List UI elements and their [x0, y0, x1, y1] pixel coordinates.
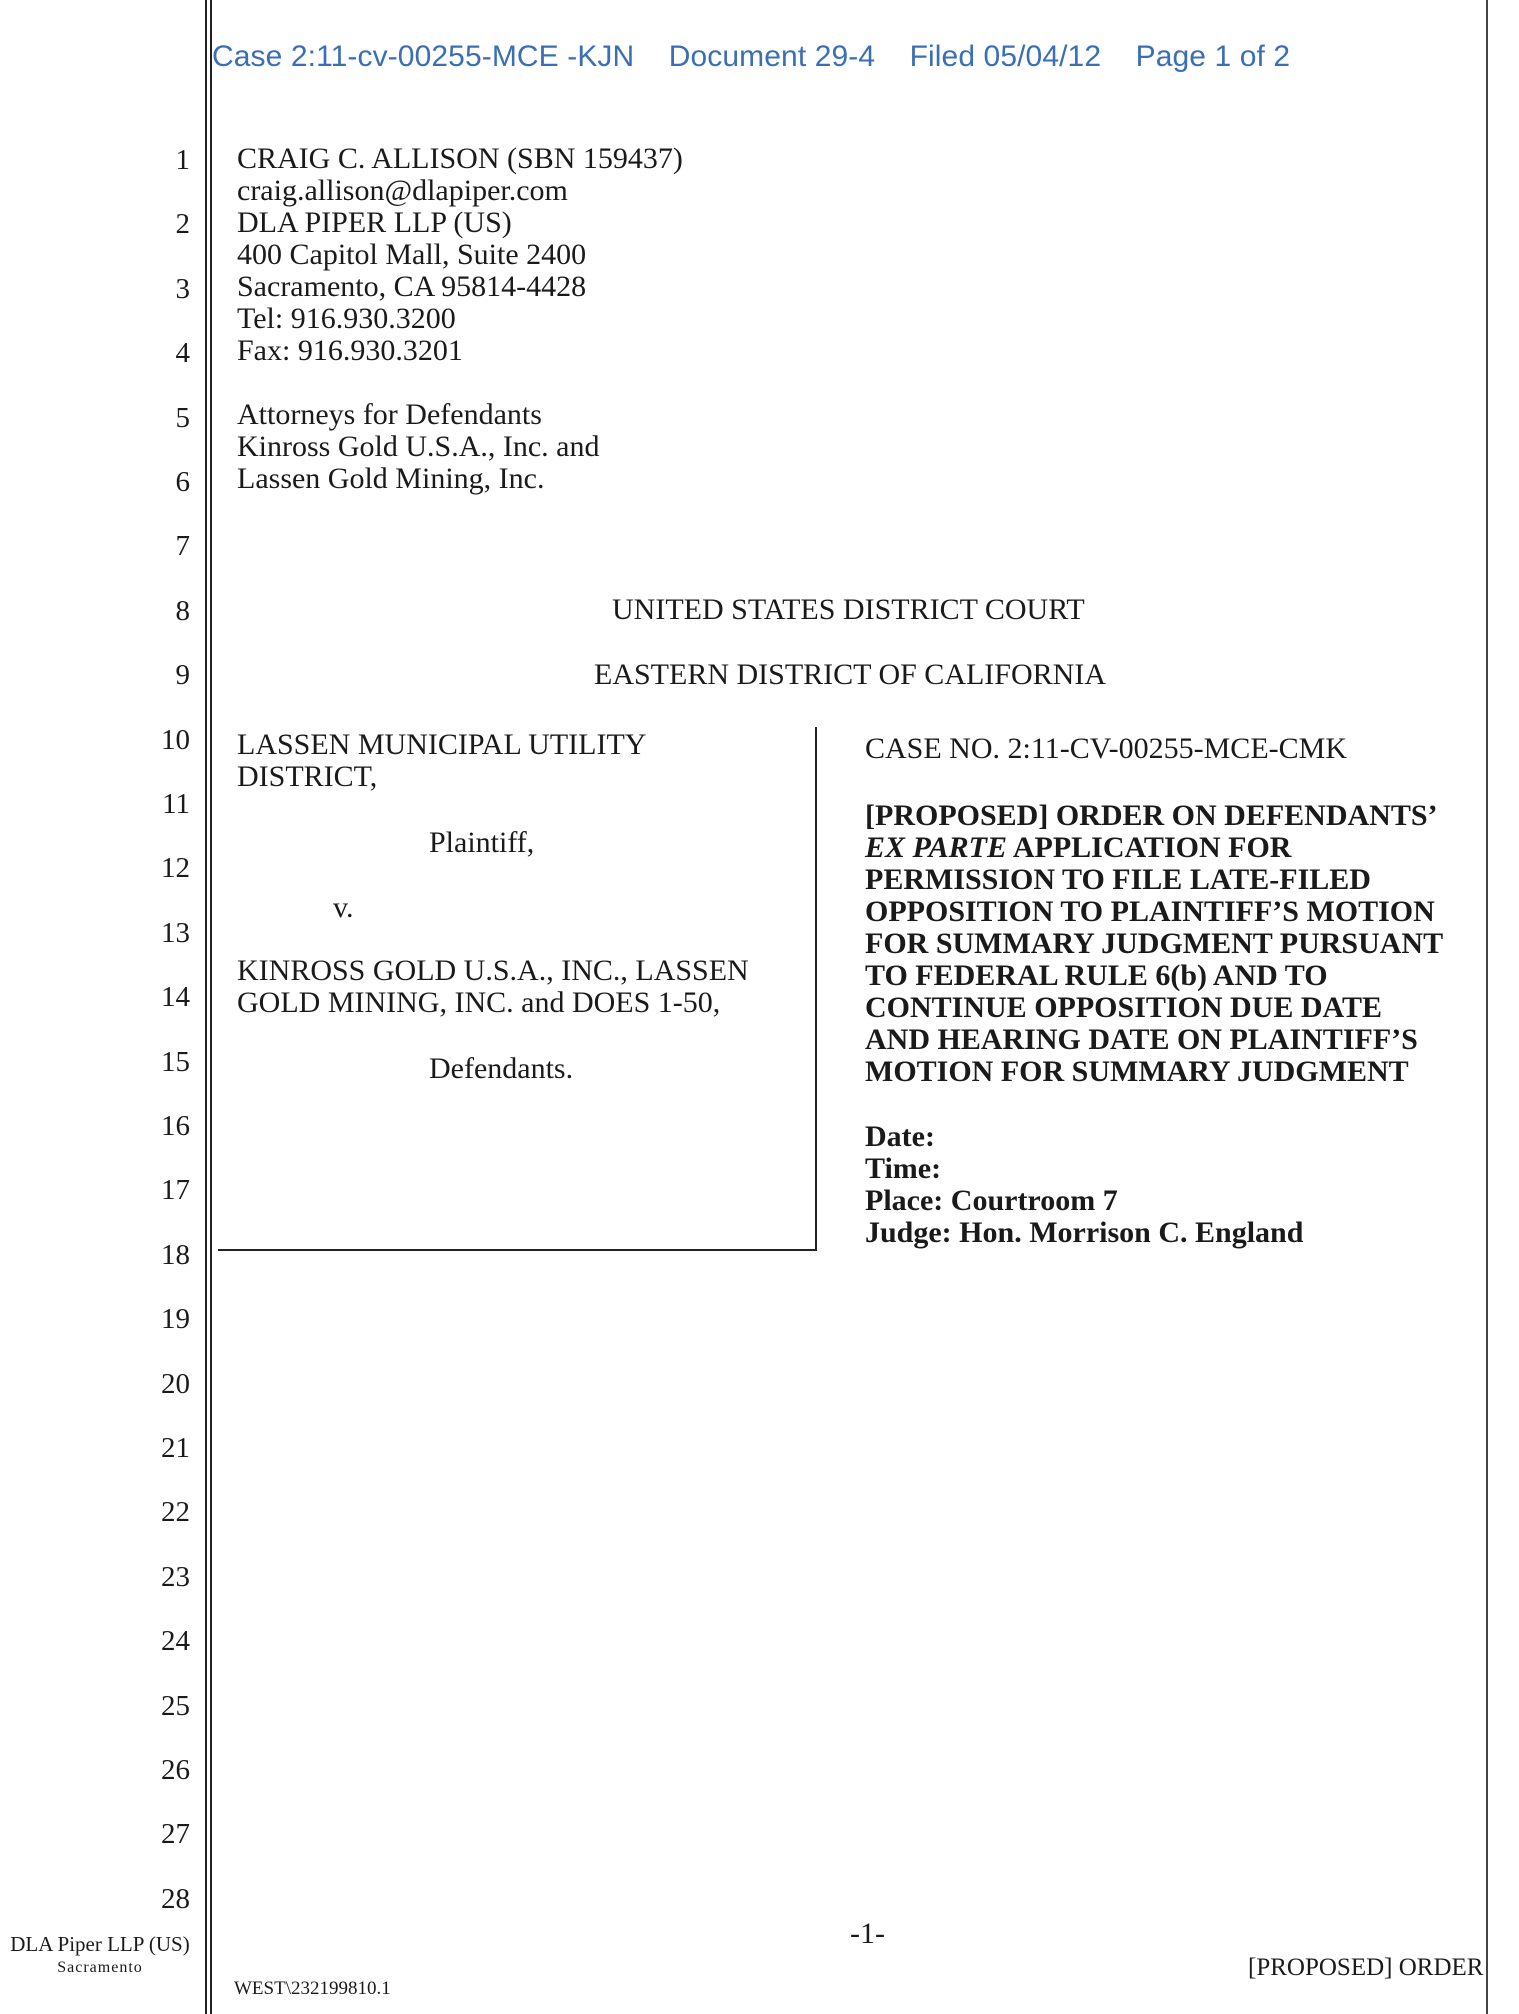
attorney-fax: Fax: 916.930.3201 — [237, 334, 463, 367]
left-margin-rule-outer — [205, 0, 207, 2014]
footer-firm-block — [0, 1932, 200, 1980]
line-number: 19 — [161, 1303, 190, 1336]
defendants-role: Defendants. — [429, 1052, 574, 1085]
header-filed-date: Filed 05/04/12 — [909, 40, 1102, 73]
title-ex-parte: EX PARTE — [865, 831, 1007, 864]
title-line-9: MOTION FOR SUMMARY JUDGMENT — [865, 1055, 1409, 1088]
attorney-name: CRAIG C. ALLISON (SBN 159437) — [237, 142, 683, 175]
line-number: 1 — [175, 144, 190, 176]
attorney-tel: Tel: 916.930.3200 — [237, 302, 456, 335]
document-id: WEST\232199810.1 — [234, 1978, 391, 1999]
line-number: 18 — [161, 1238, 190, 1271]
ecf-header-stamp — [212, 40, 1316, 74]
line-number: 8 — [175, 594, 190, 627]
left-margin-rule-inner — [210, 0, 212, 2014]
line-number: 11 — [162, 788, 190, 820]
footer-firm-name: DLA Piper LLP (US) — [10, 1932, 190, 1956]
line-number: 7 — [175, 530, 190, 563]
attorneys-for-line-3: Lassen Gold Mining, Inc. — [237, 462, 545, 495]
line-number: 12 — [161, 852, 190, 885]
right-margin-rule — [1486, 0, 1488, 2014]
versus: v. — [333, 891, 354, 924]
header-case-number: Case 2:11-cv-00255-MCE -KJN — [212, 40, 635, 73]
line-number: 23 — [161, 1560, 190, 1593]
line-number: 21 — [161, 1432, 190, 1464]
line-number: 17 — [161, 1174, 190, 1207]
line-number: 26 — [161, 1754, 190, 1786]
case-number: CASE NO. 2:11-CV-00255-MCE-CMK — [865, 732, 1347, 765]
title-line-3: PERMISSION TO FILE LATE-FILED — [865, 863, 1371, 896]
title-line-8: AND HEARING DATE ON PLAINTIFF’S — [865, 1023, 1418, 1056]
attorneys-for-line-2: Kinross Gold U.S.A., Inc. and — [237, 430, 600, 463]
line-number: 20 — [161, 1367, 190, 1400]
title-line-1: [PROPOSED] ORDER ON DEFENDANTS’ — [865, 799, 1438, 832]
header-page-count: Page 1 of 2 — [1135, 40, 1291, 73]
title-line-6: TO FEDERAL RULE 6(b) AND TO — [865, 959, 1328, 992]
footer-firm-city: Sacramento — [57, 1959, 143, 1976]
line-number: 27 — [161, 1818, 190, 1851]
line-number: 3 — [175, 272, 190, 305]
plaintiff-name-line-2: DISTRICT, — [237, 760, 378, 793]
title-line-4: OPPOSITION TO PLAINTIFF’S MOTION — [865, 895, 1435, 928]
title-line-7: CONTINUE OPPOSITION DUE DATE — [865, 991, 1383, 1024]
line-number: 6 — [175, 466, 190, 498]
hearing-time: Time: — [865, 1152, 942, 1185]
line-number: 28 — [161, 1882, 190, 1915]
attorney-address-2: Sacramento, CA 95814-4428 — [237, 270, 587, 303]
line-number: 13 — [161, 916, 190, 949]
line-number: 22 — [161, 1496, 190, 1529]
defendants-name-line-1: KINROSS GOLD U.S.A., INC., LASSEN — [237, 954, 749, 987]
line-number: 14 — [161, 981, 190, 1014]
defendants-name-line-2: GOLD MINING, INC. and DOES 1-50, — [237, 986, 721, 1019]
line-number: 15 — [161, 1045, 190, 1078]
hearing-date: Date: — [865, 1120, 935, 1153]
court-district: EASTERN DISTRICT OF CALIFORNIA — [594, 658, 1106, 691]
line-number: 25 — [161, 1689, 190, 1722]
attorneys-for-line-1: Attorneys for Defendants — [237, 398, 542, 431]
caption-divider-vertical — [815, 727, 817, 1250]
plaintiff-role: Plaintiff, — [429, 826, 535, 859]
line-number: 5 — [175, 401, 190, 434]
attorney-email: craig.allison@dlapiper.com — [237, 174, 568, 207]
header-document-number: Document 29-4 — [668, 40, 876, 73]
hearing-place: Place: Courtroom 7 — [865, 1184, 1118, 1217]
document-title — [865, 800, 1443, 1088]
line-number: 9 — [175, 659, 190, 692]
attorney-firm: DLA PIPER LLP (US) — [237, 206, 512, 239]
hearing-judge: Judge: Hon. Morrison C. England — [865, 1216, 1304, 1249]
line-number: 2 — [175, 208, 190, 241]
title-line-5: FOR SUMMARY JUDGMENT PURSUANT — [865, 927, 1444, 960]
line-number: 10 — [161, 723, 190, 756]
line-number: 16 — [161, 1110, 190, 1142]
plaintiff-name-line-1: LASSEN MUNICIPAL UTILITY — [237, 728, 647, 761]
line-number: 24 — [161, 1625, 190, 1658]
title-line-2-rest: APPLICATION FOR — [1006, 831, 1292, 864]
attorney-address-1: 400 Capitol Mall, Suite 2400 — [237, 238, 587, 271]
title-line-2 — [865, 832, 1443, 864]
footer-document-title: [PROPOSED] ORDER — [1248, 1954, 1484, 1981]
line-number: 4 — [175, 337, 190, 370]
page-number: -1- — [850, 1917, 885, 1950]
caption-divider-horizontal — [218, 1249, 817, 1251]
court-name: UNITED STATES DISTRICT COURT — [612, 593, 1085, 626]
